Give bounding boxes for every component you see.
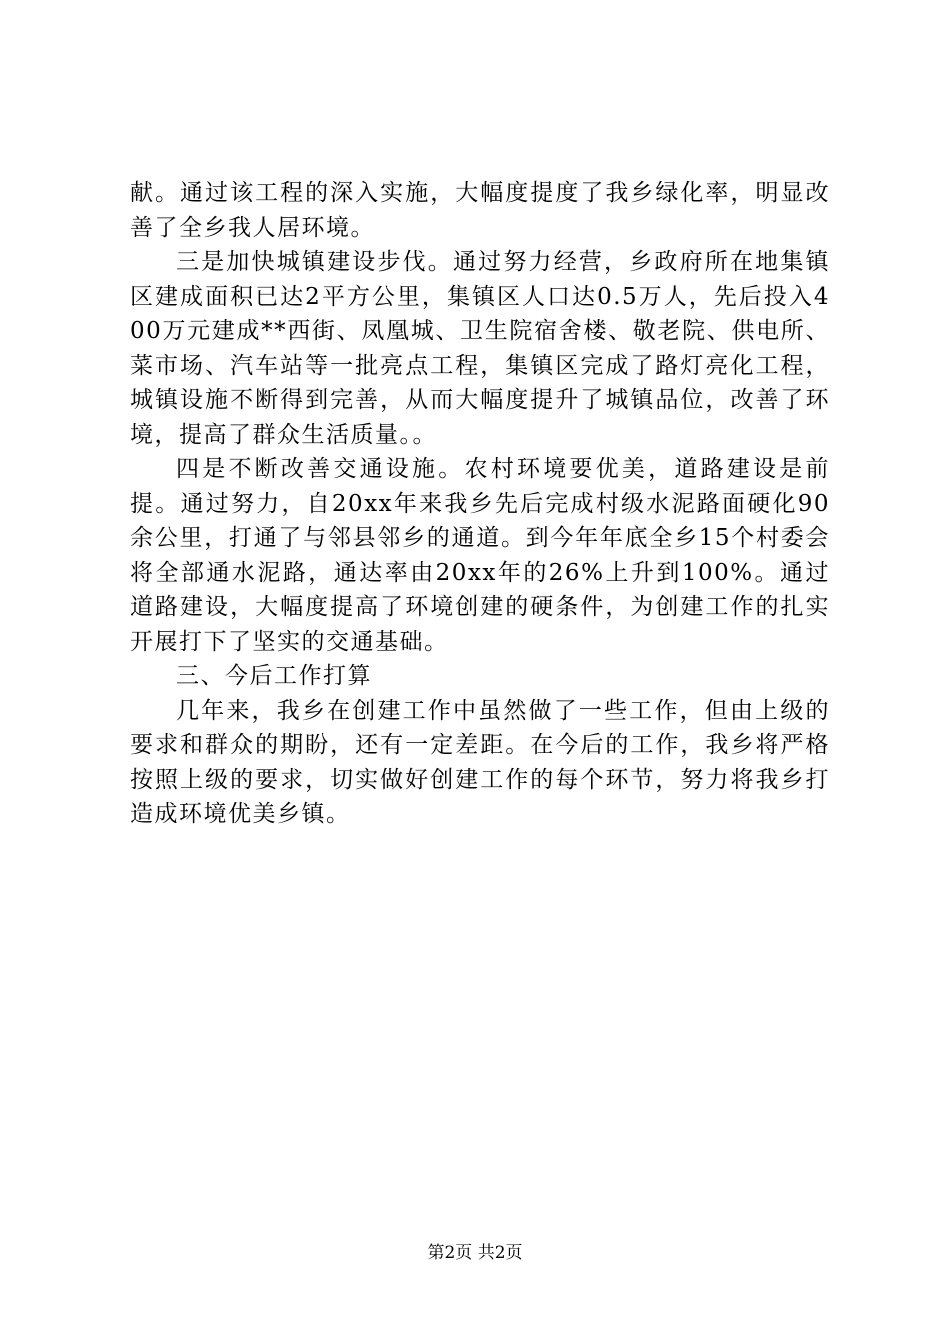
page-number-footer: 第2页 共2页	[427, 1243, 523, 1263]
paragraph-transport-facilities: 四是不断改善交通设施。农村环境要优美，道路建设是前提。通过努力，自20xx年来我乡先后完成村级水泥路面硬化90余公里，打通了与邻县邻乡的通道。到今年年底全乡15个村委会将全部通水泥路，通达率由20xx年的26%上升到100%。通过道路建设，大幅度提高了环境创建的硬条件，为创建工作的扎实开展打下了坚实的交通基础。	[130, 456, 830, 655]
section-heading-future-plans: 三、今后工作打算	[176, 663, 372, 689]
paragraph-future-work: 几年来，我乡在创建工作中虽然做了一些工作，但由上级的要求和群众的期盼，还有一定差距。在今后的工作，我乡将严格按照上级的要求，切实做好创建工作的每个环节，努力将我乡打造成环境优美乡镇。	[130, 697, 830, 827]
paragraph-town-construction: 三是加快城镇建设步伐。通过努力经营，乡政府所在地集镇区建成面积已达2平方公里，集镇区人口达0.5万人，先后投入400万元建成**西街、凤凰城、卫生院宿舍楼、敬老院、供电所、菜市场、汽车站等一批亮点工程，集镇区完成了路灯亮化工程，城镇设施不断得到完善，从而大幅度提升了城镇品位，改善了环境，提高了群众生活质量。。	[130, 249, 830, 448]
document-body	[130, 176, 830, 832]
paragraph-greening-conclusion: 献。通过该工程的深入实施，大幅度提度了我乡绿化率，明显改善了全乡我人居环境。	[130, 180, 830, 241]
